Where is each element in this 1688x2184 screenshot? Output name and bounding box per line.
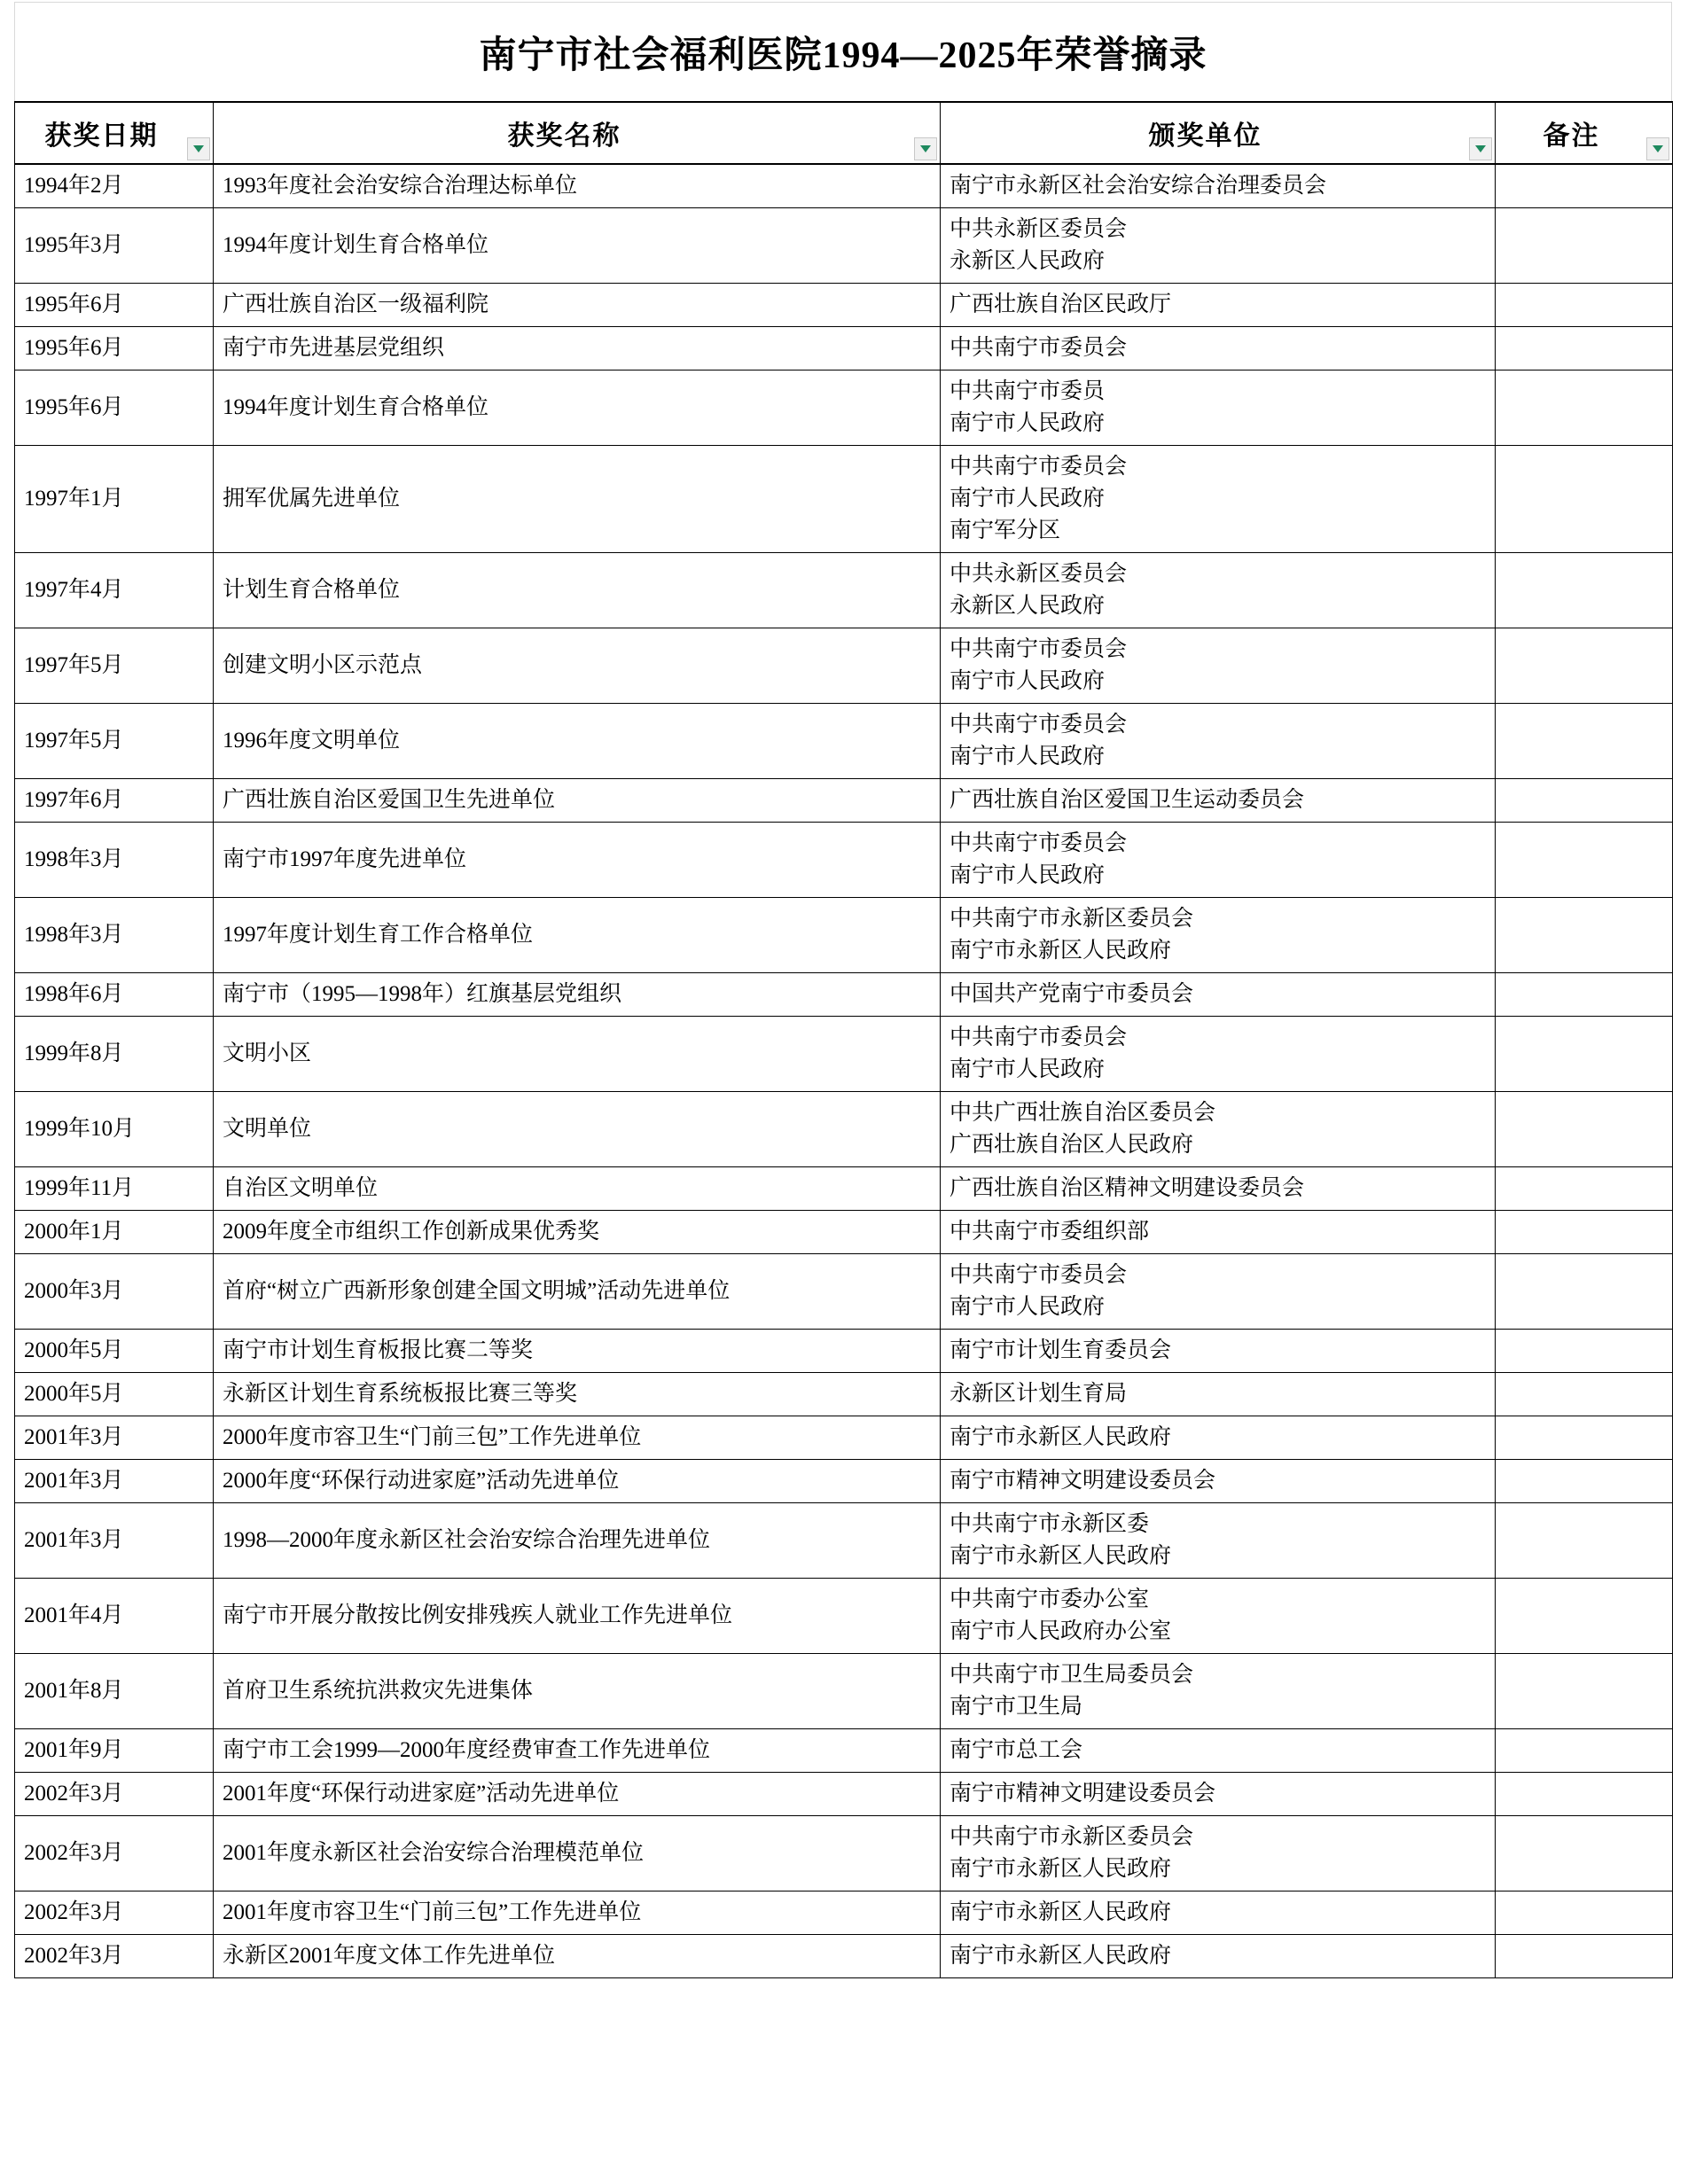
cell-remark[interactable] xyxy=(1496,1729,1673,1773)
cell-award-date[interactable]: 2001年3月 xyxy=(15,1460,214,1503)
cell-remark[interactable] xyxy=(1496,1167,1673,1211)
table-row xyxy=(15,779,1673,823)
organization-line: 南宁军分区 xyxy=(950,519,1061,542)
organization-line: 中共南宁市卫生局委员会 xyxy=(950,1663,1194,1687)
organization-line: 永新区计划生育局 xyxy=(950,1382,1128,1406)
organization-line: 中共永新区委员会 xyxy=(950,562,1128,586)
cell-remark[interactable] xyxy=(1496,327,1673,370)
cell-remark[interactable] xyxy=(1496,370,1673,446)
cell-award-date[interactable]: 1998年3月 xyxy=(15,898,214,973)
cell-award-name[interactable]: 1994年度计划生育合格单位 xyxy=(214,370,941,446)
cell-awarding-organization[interactable] xyxy=(941,898,1496,973)
cell-award-date[interactable]: 2002年3月 xyxy=(15,1773,214,1816)
organization-line: 中共南宁市委员会 xyxy=(950,1263,1128,1287)
organization-line: 南宁市永新区人民政府 xyxy=(950,939,1172,963)
cell-remark[interactable] xyxy=(1496,823,1673,898)
cell-award-date[interactable]: 2002年3月 xyxy=(15,1892,214,1935)
cell-award-date[interactable]: 1998年3月 xyxy=(15,823,214,898)
honors-table xyxy=(14,101,1673,1978)
table-row xyxy=(15,208,1673,284)
organization-line: 南宁市永新区人民政府 xyxy=(950,1544,1172,1568)
cell-awarding-organization[interactable] xyxy=(941,1373,1496,1416)
organization-line: 中共南宁市委员会 xyxy=(950,1026,1128,1049)
organization-line: 中共南宁市委员会 xyxy=(950,831,1128,855)
chevron-down-icon xyxy=(920,145,931,152)
table-row xyxy=(15,1816,1673,1892)
table-row xyxy=(15,1373,1673,1416)
table-row xyxy=(15,1416,1673,1460)
organization-line: 中共南宁市委员会 xyxy=(950,336,1128,360)
table-row xyxy=(15,327,1673,370)
chevron-down-icon xyxy=(1475,145,1486,152)
cell-awarding-organization[interactable] xyxy=(941,1460,1496,1503)
cell-award-date[interactable]: 2000年5月 xyxy=(15,1373,214,1416)
organization-line: 广西壮族自治区精神文明建设委员会 xyxy=(950,1176,1305,1200)
organization-line: 南宁市人民政府 xyxy=(950,487,1106,511)
cell-award-name[interactable]: 1996年度文明单位 xyxy=(214,704,941,779)
cell-remark[interactable] xyxy=(1496,284,1673,327)
table-body xyxy=(15,164,1673,1978)
cell-award-date[interactable]: 1995年6月 xyxy=(15,327,214,370)
cell-award-date[interactable]: 1997年5月 xyxy=(15,628,214,704)
cell-remark[interactable] xyxy=(1496,208,1673,284)
cell-awarding-organization[interactable] xyxy=(941,1935,1496,1978)
cell-remark[interactable] xyxy=(1496,1579,1673,1654)
table-row xyxy=(15,1773,1673,1816)
table-row xyxy=(15,1729,1673,1773)
cell-remark[interactable] xyxy=(1496,1254,1673,1330)
column-header-name[interactable] xyxy=(214,102,941,164)
cell-remark[interactable] xyxy=(1496,164,1673,208)
cell-award-date[interactable]: 2001年8月 xyxy=(15,1654,214,1729)
cell-award-name[interactable]: 1997年度计划生育工作合格单位 xyxy=(214,898,941,973)
table-row xyxy=(15,1330,1673,1373)
cell-award-name[interactable]: 南宁市计划生育板报比赛二等奖 xyxy=(214,1330,941,1373)
cell-remark[interactable] xyxy=(1496,898,1673,973)
cell-award-name[interactable]: 永新区2001年度文体工作先进单位 xyxy=(214,1935,941,1978)
cell-award-date[interactable]: 2002年3月 xyxy=(15,1816,214,1892)
cell-awarding-organization[interactable] xyxy=(941,1330,1496,1373)
cell-awarding-organization[interactable] xyxy=(941,370,1496,446)
cell-award-date[interactable]: 2000年1月 xyxy=(15,1211,214,1254)
cell-awarding-organization[interactable] xyxy=(941,1773,1496,1816)
cell-awarding-organization[interactable] xyxy=(941,1211,1496,1254)
organization-line: 南宁市计划生育委员会 xyxy=(950,1338,1172,1362)
cell-remark[interactable] xyxy=(1496,1935,1673,1978)
cell-awarding-organization[interactable] xyxy=(941,1654,1496,1729)
cell-awarding-organization[interactable] xyxy=(941,1416,1496,1460)
cell-awarding-organization[interactable] xyxy=(941,208,1496,284)
cell-remark[interactable] xyxy=(1496,1816,1673,1892)
cell-award-date[interactable]: 1999年8月 xyxy=(15,1017,214,1092)
cell-awarding-organization[interactable] xyxy=(941,1579,1496,1654)
organization-line: 南宁市精神文明建设委员会 xyxy=(950,1469,1216,1493)
cell-awarding-organization[interactable] xyxy=(941,1254,1496,1330)
cell-remark[interactable] xyxy=(1496,1211,1673,1254)
cell-award-name[interactable]: 1998—2000年度永新区社会治安综合治理先进单位 xyxy=(214,1503,941,1579)
organization-line: 中共南宁市永新区委 xyxy=(950,1512,1150,1536)
page-title: 南宁市社会福利医院1994—2025年荣誉摘录 xyxy=(479,35,1207,76)
cell-award-name[interactable]: 2009年度全市组织工作创新成果优秀奖 xyxy=(214,1211,941,1254)
table-row xyxy=(15,1460,1673,1503)
cell-award-name[interactable]: 2000年度“环保行动进家庭”活动先进单位 xyxy=(214,1460,941,1503)
column-header-date-label: 获奖日期 xyxy=(44,121,159,151)
title-band xyxy=(14,2,1672,101)
table-row xyxy=(15,1092,1673,1167)
table-header xyxy=(15,102,1673,164)
cell-award-name[interactable]: 拥军优属先进单位 xyxy=(214,446,941,553)
organization-line: 南宁市人民政府 xyxy=(950,863,1106,887)
organization-line: 中共南宁市委员会 xyxy=(950,637,1128,661)
cell-remark[interactable] xyxy=(1496,446,1673,553)
table-row xyxy=(15,1579,1673,1654)
cell-awarding-organization[interactable] xyxy=(941,1816,1496,1892)
table-row xyxy=(15,284,1673,327)
cell-award-date[interactable]: 1997年1月 xyxy=(15,446,214,553)
organization-line: 南宁市人民政府 xyxy=(950,669,1106,693)
cell-award-name[interactable]: 南宁市开展分散按比例安排残疾人就业工作先进单位 xyxy=(214,1579,941,1654)
organization-line: 南宁市人民政府 xyxy=(950,1295,1106,1319)
cell-award-name[interactable]: 文明小区 xyxy=(214,1017,941,1092)
column-header-date[interactable] xyxy=(15,102,214,164)
table-row xyxy=(15,1935,1673,1978)
cell-award-name[interactable]: 广西壮族自治区一级福利院 xyxy=(214,284,941,327)
organization-line: 中国共产党南宁市委员会 xyxy=(950,982,1194,1006)
chevron-down-icon xyxy=(1653,145,1663,152)
table-row xyxy=(15,898,1673,973)
cell-remark[interactable] xyxy=(1496,779,1673,823)
organization-line: 中共南宁市委员会 xyxy=(950,455,1128,479)
cell-awarding-organization[interactable] xyxy=(941,1503,1496,1579)
organization-line: 南宁市永新区人民政府 xyxy=(950,1857,1172,1881)
chevron-down-icon xyxy=(193,145,204,152)
column-header-org-label: 颁奖单位 xyxy=(1148,121,1262,151)
cell-award-name[interactable]: 文明单位 xyxy=(214,1092,941,1167)
cell-remark[interactable] xyxy=(1496,1330,1673,1373)
cell-remark[interactable] xyxy=(1496,704,1673,779)
cell-award-date[interactable]: 1997年4月 xyxy=(15,553,214,628)
table-row xyxy=(15,553,1673,628)
cell-award-date[interactable]: 2001年3月 xyxy=(15,1503,214,1579)
column-header-remark[interactable] xyxy=(1496,102,1673,164)
cell-remark[interactable] xyxy=(1496,1460,1673,1503)
organization-line: 中共南宁市委员 xyxy=(950,379,1106,403)
organization-line: 广西壮族自治区民政厅 xyxy=(950,292,1172,316)
cell-awarding-organization[interactable] xyxy=(941,1892,1496,1935)
cell-award-name[interactable]: 广西壮族自治区爱国卫生先进单位 xyxy=(214,779,941,823)
filter-dropdown-icon-remark[interactable] xyxy=(1646,137,1669,160)
organization-line: 南宁市卫生局 xyxy=(950,1695,1083,1719)
cell-award-name[interactable]: 南宁市先进基层党组织 xyxy=(214,327,941,370)
organization-line: 中共广西壮族自治区委员会 xyxy=(950,1101,1216,1125)
table-row xyxy=(15,1167,1673,1211)
cell-awarding-organization[interactable] xyxy=(941,704,1496,779)
table-row xyxy=(15,1892,1673,1935)
cell-award-date[interactable]: 2001年9月 xyxy=(15,1729,214,1773)
organization-line: 永新区人民政府 xyxy=(950,594,1106,618)
organization-line: 中共永新区委员会 xyxy=(950,217,1128,241)
organization-line: 南宁市精神文明建设委员会 xyxy=(950,1782,1216,1806)
cell-award-name[interactable]: 2001年度“环保行动进家庭”活动先进单位 xyxy=(214,1773,941,1816)
cell-awarding-organization[interactable] xyxy=(941,1092,1496,1167)
table-row xyxy=(15,628,1673,704)
organization-line: 中共南宁市委员会 xyxy=(950,713,1128,737)
table-row xyxy=(15,823,1673,898)
cell-award-name[interactable]: 南宁市1997年度先进单位 xyxy=(214,823,941,898)
table-row xyxy=(15,973,1673,1017)
organization-line: 南宁市永新区人民政府 xyxy=(950,1944,1172,1968)
cell-award-date[interactable]: 1998年6月 xyxy=(15,973,214,1017)
cell-remark[interactable] xyxy=(1496,1892,1673,1935)
cell-award-date[interactable]: 2000年5月 xyxy=(15,1330,214,1373)
cell-award-name[interactable]: 2000年度市容卫生“门前三包”工作先进单位 xyxy=(214,1416,941,1460)
column-header-remark-label: 备注 xyxy=(1543,121,1600,151)
cell-remark[interactable] xyxy=(1496,1503,1673,1579)
cell-award-date[interactable]: 1995年6月 xyxy=(15,284,214,327)
cell-award-date[interactable]: 2002年3月 xyxy=(15,1935,214,1978)
cell-remark[interactable] xyxy=(1496,1092,1673,1167)
cell-awarding-organization[interactable] xyxy=(941,284,1496,327)
table-row xyxy=(15,1503,1673,1579)
cell-awarding-organization[interactable] xyxy=(941,779,1496,823)
cell-award-name[interactable]: 首府“树立广西新形象创建全国文明城”活动先进单位 xyxy=(214,1254,941,1330)
cell-award-name[interactable]: 永新区计划生育系统板报比赛三等奖 xyxy=(214,1373,941,1416)
cell-awarding-organization[interactable] xyxy=(941,553,1496,628)
cell-award-date[interactable]: 1999年10月 xyxy=(15,1092,214,1167)
cell-award-date[interactable]: 2000年3月 xyxy=(15,1254,214,1330)
organization-line: 中共南宁市委办公室 xyxy=(950,1587,1150,1611)
cell-remark[interactable] xyxy=(1496,553,1673,628)
column-header-org[interactable] xyxy=(941,102,1496,164)
cell-remark[interactable] xyxy=(1496,1773,1673,1816)
cell-award-date[interactable]: 1997年6月 xyxy=(15,779,214,823)
organization-line: 南宁市永新区社会治安综合治理委员会 xyxy=(950,174,1327,198)
table-row xyxy=(15,370,1673,446)
cell-award-name[interactable]: 1993年度社会治安综合治理达标单位 xyxy=(214,164,941,208)
cell-award-name[interactable]: 首府卫生系统抗洪救灾先进集体 xyxy=(214,1654,941,1729)
cell-award-name[interactable]: 创建文明小区示范点 xyxy=(214,628,941,704)
cell-award-name[interactable]: 计划生育合格单位 xyxy=(214,553,941,628)
organization-line: 广西壮族自治区人民政府 xyxy=(950,1133,1194,1157)
cell-awarding-organization[interactable] xyxy=(941,973,1496,1017)
organization-line: 南宁市人民政府 xyxy=(950,1057,1106,1081)
cell-awarding-organization[interactable] xyxy=(941,446,1496,553)
organization-line: 南宁市人民政府 xyxy=(950,411,1106,435)
cell-remark[interactable] xyxy=(1496,1373,1673,1416)
cell-remark[interactable] xyxy=(1496,628,1673,704)
table-row xyxy=(15,1654,1673,1729)
cell-awarding-organization[interactable] xyxy=(941,1167,1496,1211)
organization-line: 中共南宁市永新区委员会 xyxy=(950,907,1194,931)
filter-dropdown-icon-name[interactable] xyxy=(914,137,937,160)
organization-line: 南宁市永新区人民政府 xyxy=(950,1900,1172,1924)
cell-awarding-organization[interactable] xyxy=(941,628,1496,704)
cell-remark[interactable] xyxy=(1496,1416,1673,1460)
cell-award-date[interactable]: 1995年3月 xyxy=(15,208,214,284)
cell-awarding-organization[interactable] xyxy=(941,1729,1496,1773)
column-header-name-label: 获奖名称 xyxy=(507,121,621,151)
cell-award-date[interactable]: 1995年6月 xyxy=(15,370,214,446)
organization-line: 中共南宁市永新区委员会 xyxy=(950,1825,1194,1849)
cell-awarding-organization[interactable] xyxy=(941,327,1496,370)
organization-line: 南宁市人民政府 xyxy=(950,745,1106,768)
table-row xyxy=(15,164,1673,208)
cell-awarding-organization[interactable] xyxy=(941,1017,1496,1092)
organization-line: 中共南宁市委组织部 xyxy=(950,1220,1150,1244)
organization-line: 永新区人民政府 xyxy=(950,249,1106,273)
organization-line: 南宁市总工会 xyxy=(950,1738,1083,1762)
cell-award-date[interactable]: 2001年3月 xyxy=(15,1416,214,1460)
table-row xyxy=(15,1017,1673,1092)
cell-award-name[interactable]: 南宁市（1995—1998年）红旗基层党组织 xyxy=(214,973,941,1017)
cell-award-name[interactable]: 自治区文明单位 xyxy=(214,1167,941,1211)
cell-award-name[interactable]: 2001年度永新区社会治安综合治理模范单位 xyxy=(214,1816,941,1892)
cell-award-name[interactable]: 1994年度计划生育合格单位 xyxy=(214,208,941,284)
table-row xyxy=(15,1254,1673,1330)
filter-dropdown-icon-org[interactable] xyxy=(1469,137,1492,160)
cell-award-date[interactable]: 2001年4月 xyxy=(15,1579,214,1654)
cell-award-name[interactable]: 2001年度市容卫生“门前三包”工作先进单位 xyxy=(214,1892,941,1935)
table-row xyxy=(15,704,1673,779)
organization-line: 南宁市永新区人民政府 xyxy=(950,1425,1172,1449)
cell-remark[interactable] xyxy=(1496,1654,1673,1729)
organization-line: 南宁市人民政府办公室 xyxy=(950,1619,1172,1643)
cell-remark[interactable] xyxy=(1496,973,1673,1017)
cell-award-date[interactable]: 1994年2月 xyxy=(15,164,214,208)
table-row xyxy=(15,446,1673,553)
table-row xyxy=(15,1211,1673,1254)
cell-awarding-organization[interactable] xyxy=(941,164,1496,208)
cell-award-name[interactable]: 南宁市工会1999—2000年度经费审查工作先进单位 xyxy=(214,1729,941,1773)
table-header-row xyxy=(15,102,1673,164)
cell-award-date[interactable]: 1997年5月 xyxy=(15,704,214,779)
cell-awarding-organization[interactable] xyxy=(941,823,1496,898)
organization-line: 广西壮族自治区爱国卫生运动委员会 xyxy=(950,788,1305,812)
cell-remark[interactable] xyxy=(1496,1017,1673,1092)
filter-dropdown-icon-date[interactable] xyxy=(187,137,210,160)
cell-award-date[interactable]: 1999年11月 xyxy=(15,1167,214,1211)
